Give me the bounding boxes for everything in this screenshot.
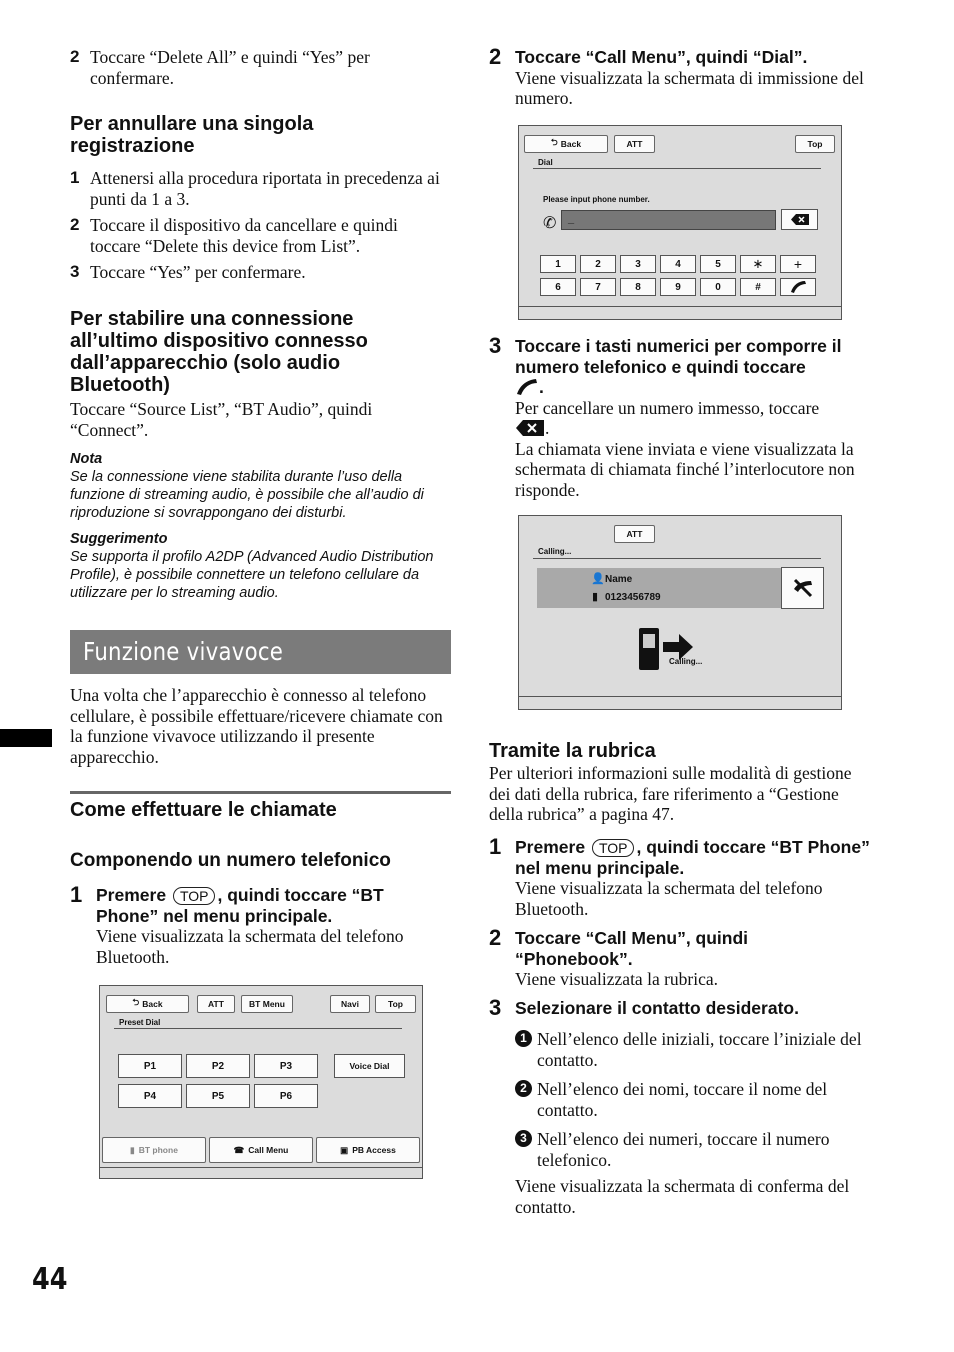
screen-title: Calling... (538, 547, 572, 556)
section-banner (70, 630, 451, 674)
top-key-icon: TOP (173, 887, 216, 905)
step-description: Viene visualizzata la schermata del telefono Bluetooth. (96, 926, 404, 967)
phone-icon: ▮ (130, 1144, 135, 1155)
circled-number: 2 (515, 1080, 532, 1097)
step-text: . (545, 418, 550, 438)
pb-step-2 (489, 925, 874, 990)
step-number: 2 (489, 925, 502, 950)
key-1[interactable]: 1 (540, 255, 576, 273)
step-text: Toccare i tasti numerici per comporre il numero telefonico e quindi toccare (515, 336, 842, 377)
step-description: Viene visualizzata la rubrica. (515, 969, 719, 989)
input-prompt: Please input phone number. (543, 195, 650, 204)
hang-up-button[interactable] (781, 567, 824, 609)
top-button[interactable]: Top (795, 135, 835, 153)
button-label: BT phone (138, 1145, 178, 1155)
circled-number: 1 (515, 1030, 532, 1047)
input-value: _ (568, 213, 575, 225)
key-plus[interactable]: + (780, 255, 816, 273)
phonebook-icon: ▣ (340, 1144, 349, 1155)
button-label: PB Access (352, 1145, 396, 1155)
circled-number: 3 (515, 1130, 532, 1147)
list-item (515, 1079, 875, 1120)
step-number: 3 (489, 333, 502, 358)
sub-steps-list (515, 1029, 875, 1179)
step-number: 2 (70, 47, 80, 66)
step-instruction (515, 837, 874, 878)
button-label: Call Menu (248, 1145, 289, 1155)
heading-calls: Come effettuare le chiamate (70, 799, 337, 821)
step-text: . (539, 377, 544, 397)
step-number: 1 (70, 882, 83, 907)
divider (533, 168, 821, 169)
step-text: , quindi toccare “BT Phone” nel menu principale. (96, 885, 384, 926)
list-item (515, 1029, 875, 1070)
key-8[interactable]: 8 (620, 278, 656, 296)
step-number: 3 (489, 995, 502, 1020)
key-star[interactable]: ∗ (740, 255, 776, 273)
list-item (515, 1129, 875, 1170)
step-text: Toccare il dispositivo da cancellare e quindi toccare “Delete this device from List”. (90, 215, 398, 256)
preset-p4-button[interactable]: P4 (118, 1084, 182, 1108)
back-arrow-icon: ⮌ (550, 137, 558, 147)
step-text: Premere (96, 885, 167, 905)
step-text: Per cancellare un numero immesso, toccare (515, 397, 820, 418)
heading-connect-last: Per stabilire una connessione all’ultimo dispositivo connesso dall’apparecchio (solo audio Bluetooth) (70, 308, 368, 396)
handset-icon: ✆ (543, 215, 557, 232)
att-button[interactable]: ATT (614, 135, 655, 153)
note (70, 450, 455, 522)
bt-phone-screen (99, 985, 423, 1179)
heading-cancel-single: Per annullare una singola registrazione (70, 113, 314, 157)
section-title: Funzione vivavoce (83, 637, 284, 666)
step-instruction: Selezionare il contatto desiderato. (515, 998, 799, 1018)
tip-text: Se supporta il profilo A2DP (Advanced Audio Distribution Profile), è possibile connettere un telefono cellulare da utilizzare per lo streaming audio. (70, 549, 434, 601)
section-intro: Una volta che l’apparecchio è connesso al telefono cellulare, è possibile effettuare/ricevere chiamate con la funzione vivavoce utilizzando il presente apparecchio. (70, 685, 443, 767)
pb-access-button[interactable] (316, 1137, 420, 1163)
voice-dial-button[interactable]: Voice Dial (334, 1054, 405, 1078)
step-instruction: Toccare “Call Menu”, quindi “Dial”. (515, 47, 808, 67)
step-description: Viene visualizzata la schermata di immissione del numero. (515, 67, 864, 108)
backspace-icon (791, 214, 809, 225)
divider (519, 306, 841, 307)
connect-text: Toccare “Source List”, “BT Audio”, quindi “Connect”. (70, 399, 373, 440)
call-menu-icon: ☎ (233, 1144, 245, 1155)
note-text: Se la connessione viene stabilita durante l’uso della funzione di streaming audio, è possibile che all’audio di riproduzione si sovrappongano dei disturbi. (70, 469, 424, 521)
preset-p5-button[interactable]: P5 (186, 1084, 250, 1108)
step-text: Toccare “Delete All” e quindi “Yes” per confermare. (90, 47, 370, 88)
hang-up-icon (791, 576, 815, 600)
back-arrow-icon: ⮌ (132, 997, 140, 1007)
step-text: , quindi toccare “BT Phone” nel menu principale. (515, 837, 870, 878)
button-label: Back (560, 139, 582, 149)
note-title: Nota (70, 451, 103, 467)
step-number: 3 (70, 262, 80, 281)
top-key-icon: TOP (592, 839, 635, 857)
preset-p6-button[interactable]: P6 (254, 1084, 318, 1108)
sub-step-text: Nell’elenco dei numeri, toccare il numero telefonico. (537, 1129, 830, 1170)
phonebook-intro: Per ulteriori informazioni sulle modalità di gestione dei dati della rubrica, fare riferimento a “Gestione della rubrica” a pagina 47. (489, 763, 852, 824)
step-description (515, 398, 874, 439)
step-number: 2 (489, 44, 502, 69)
list-item (70, 168, 445, 209)
handset-icon (789, 280, 807, 294)
handset-icon (515, 378, 539, 396)
calling-screen (518, 515, 842, 710)
person-icon: 👤 (591, 573, 605, 585)
tip-title: Suggerimento (70, 531, 168, 547)
screen-title: Dial (538, 158, 553, 167)
navi-button[interactable]: Navi (330, 995, 370, 1013)
backspace-icon (515, 419, 545, 437)
step-description: Viene visualizzata la schermata del telefono Bluetooth. (515, 878, 823, 919)
step-description: La chiamata viene inviata e viene visualizzata la schermata di chiamata finché l’interlocutore non risponde. (515, 438, 855, 500)
step-delete-all (70, 47, 450, 88)
step-text: Toccare “Yes” per confermare. (90, 262, 306, 282)
att-button[interactable]: ATT (197, 995, 235, 1013)
top-button[interactable]: Top (375, 995, 416, 1013)
right-step-3 (489, 333, 874, 500)
cancel-steps-list (70, 168, 445, 283)
step-instruction (515, 336, 874, 398)
dial-screen (518, 125, 842, 320)
tip (70, 530, 455, 602)
page-number: 44 (32, 1262, 68, 1297)
heading-dialing: Componendo un numero telefonico (70, 850, 391, 871)
divider (100, 1167, 422, 1168)
divider (70, 791, 451, 794)
key-5[interactable]: 5 (700, 255, 736, 273)
bt-phone-button[interactable] (102, 1137, 206, 1163)
caller-info-panel (537, 568, 781, 608)
back-button[interactable] (524, 135, 608, 153)
right-step-2 (489, 44, 874, 109)
list-item (70, 262, 445, 283)
key-0[interactable]: 0 (700, 278, 736, 296)
back-button[interactable] (106, 995, 189, 1013)
divider (533, 558, 821, 559)
key-hash[interactable]: # (740, 278, 776, 296)
step-instruction (96, 885, 450, 926)
button-label: Back (142, 999, 163, 1009)
sub-step-text: Nell’elenco delle iniziali, toccare l’iniziale del contatto. (537, 1029, 862, 1070)
step-number: 1 (70, 168, 80, 187)
dial-step-1 (70, 882, 450, 967)
preset-p3-button[interactable]: P3 (254, 1054, 318, 1078)
preset-p1-button[interactable]: P1 (118, 1054, 182, 1078)
pb-step-1 (489, 834, 874, 919)
mobile-icon: ▮ (592, 591, 599, 603)
list-item (70, 215, 445, 256)
key-4[interactable]: 4 (660, 255, 696, 273)
section-tab-marker (0, 729, 52, 747)
bt-menu-button[interactable]: BT Menu (241, 995, 293, 1013)
pb-step-3 (489, 995, 874, 1019)
phone-number-input[interactable] (561, 210, 776, 230)
call-menu-button[interactable] (209, 1137, 313, 1163)
sub-step-text: Nell’elenco dei nomi, toccare il nome del contatto. (537, 1079, 828, 1120)
heading-phonebook: Tramite la rubrica (489, 740, 656, 762)
screen-title: Preset Dial (119, 1018, 161, 1027)
key-7[interactable]: 7 (580, 278, 616, 296)
key-3[interactable]: 3 (620, 255, 656, 273)
step-text: Premere (515, 837, 586, 857)
calling-status: Calling... (669, 657, 703, 666)
step-number: 1 (489, 834, 502, 859)
step-text: Attenersi alla procedura riportata in precedenza ai punti da 1 a 3. (90, 168, 440, 209)
step-number: 2 (70, 215, 80, 234)
caller-number: 0123456789 (605, 592, 661, 603)
pb-final-text: Viene visualizzata la schermata di conferma del contatto. (515, 1176, 850, 1217)
calling-icon (637, 628, 697, 677)
delete-button[interactable] (781, 209, 818, 230)
key-2[interactable]: 2 (580, 255, 616, 273)
preset-p2-button[interactable]: P2 (186, 1054, 250, 1078)
divider (114, 1028, 402, 1029)
att-button[interactable]: ATT (614, 525, 655, 543)
caller-name: Name (605, 574, 633, 585)
divider (519, 696, 841, 697)
key-6[interactable]: 6 (540, 278, 576, 296)
key-9[interactable]: 9 (660, 278, 696, 296)
step-instruction: Toccare “Call Menu”, quindi “Phonebook”. (515, 928, 749, 969)
call-button[interactable] (780, 278, 816, 296)
